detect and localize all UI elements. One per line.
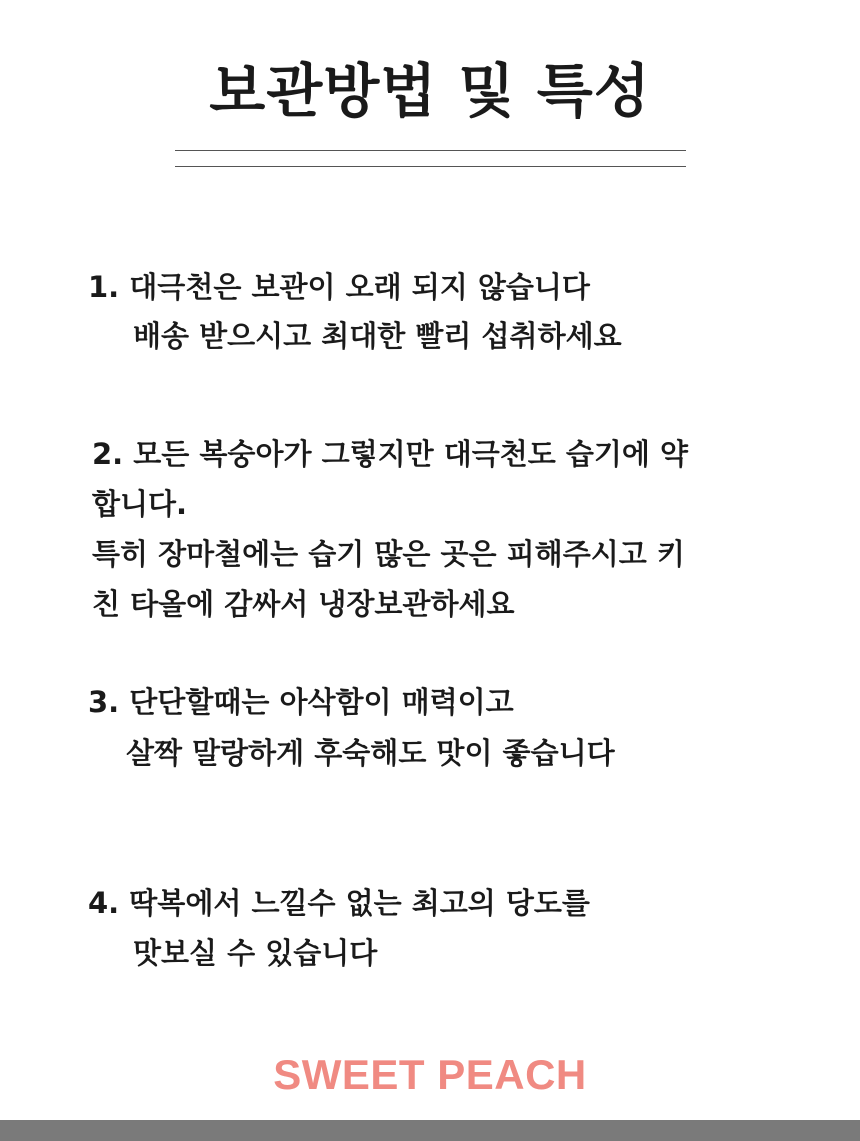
section-3-line-1: 3. 단단할때는 아삭함이 매력이고	[88, 685, 514, 719]
page-title: 보관방법 및 특성	[209, 57, 651, 125]
title-divider-top	[175, 150, 686, 151]
section-2-line-4: 친 타올에 감싸서 냉장보관하세요	[92, 587, 515, 621]
section-1-line-1: 1. 대극천은 보관이 오래 되지 않습니다	[88, 270, 590, 304]
section-4-line-2: 맛보실 수 있습니다	[133, 936, 378, 970]
brand-name: SWEET PEACH	[273, 1051, 587, 1098]
section-2-line-3: 특히 장마철에는 습기 많은 곳은 피해주시고 키	[92, 537, 685, 571]
title-divider-bottom	[175, 166, 686, 167]
section-1-line-2: 배송 받으시고 최대한 빨리 섭취하세요	[133, 319, 622, 353]
section-3-line-2: 살짝 말랑하게 후숙해도 맛이 좋습니다	[126, 736, 615, 770]
section-4-line-1: 4. 딱복에서 느낄수 없는 최고의 당도를	[88, 886, 590, 920]
section-2-line-1: 2. 모든 복숭아가 그렇지만 대극천도 습기에 약	[92, 437, 689, 471]
footer-bar	[0, 1120, 860, 1141]
section-2-line-2: 합니다.	[92, 487, 188, 521]
